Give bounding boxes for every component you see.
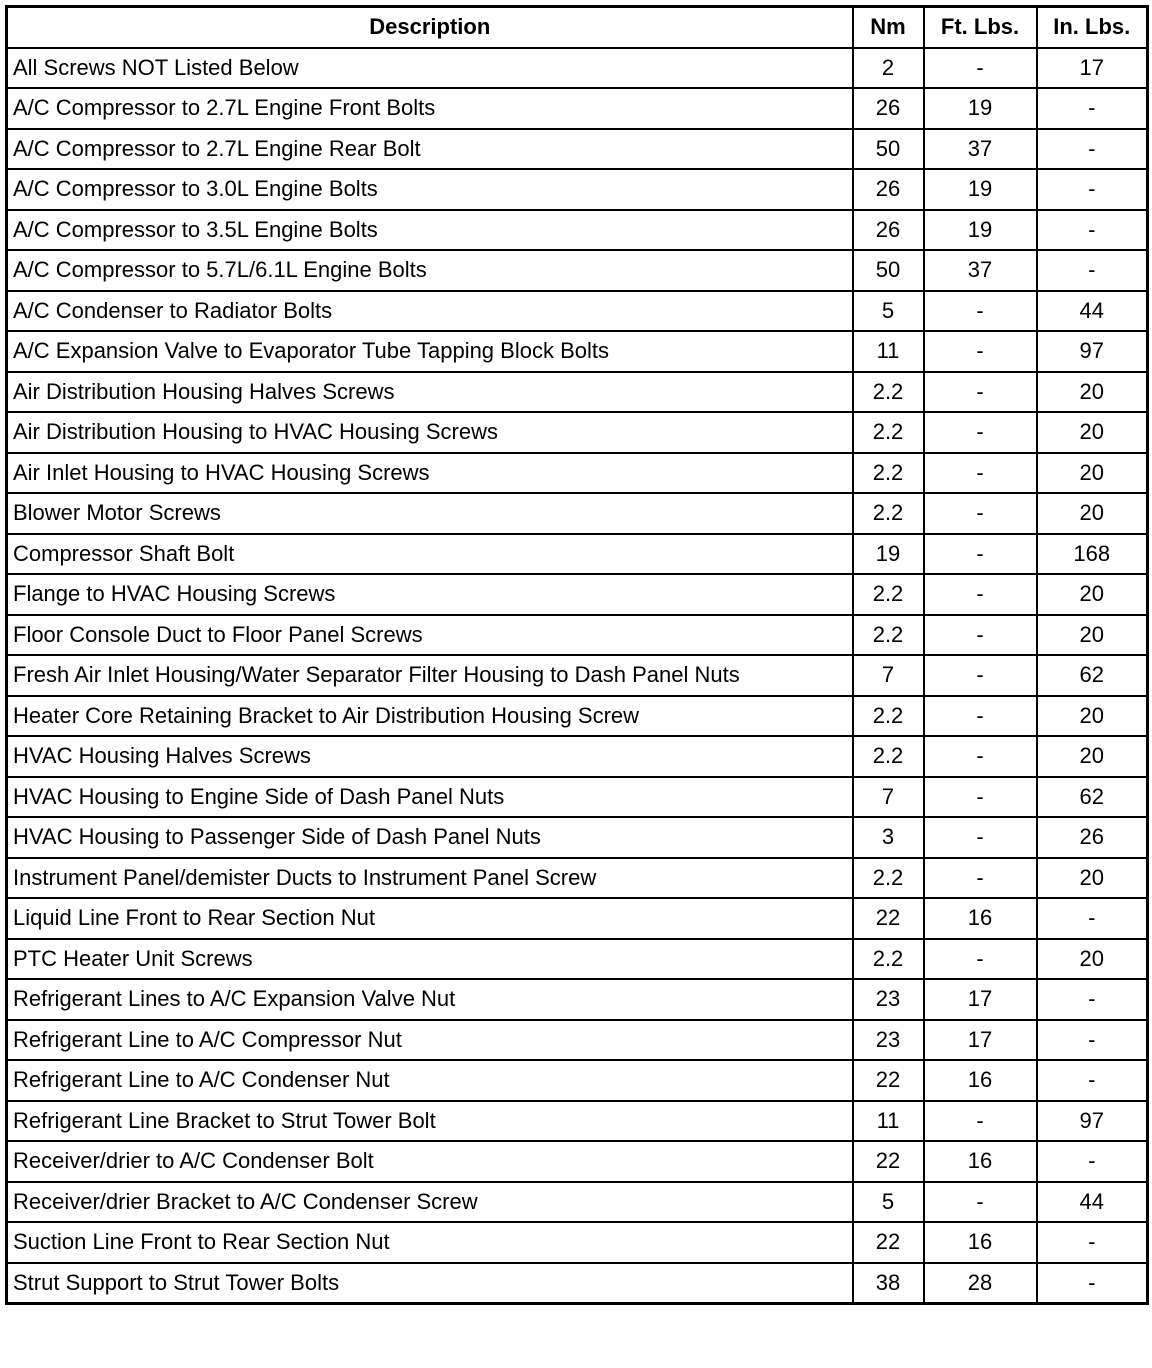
cell-ft-lbs: 19 (924, 210, 1037, 251)
cell-ft-lbs: - (924, 777, 1037, 818)
cell-in-lbs: - (1037, 1060, 1148, 1101)
table-header-row (7, 7, 1148, 48)
cell-ft-lbs: - (924, 615, 1037, 656)
cell-ft-lbs: - (924, 493, 1037, 534)
cell-nm: 7 (853, 777, 924, 818)
header-description: Description (7, 7, 853, 48)
cell-ft-lbs: - (924, 48, 1037, 89)
cell-in-lbs: 20 (1037, 696, 1148, 737)
cell-description: Refrigerant Line to A/C Condenser Nut (7, 1060, 853, 1101)
cell-nm: 22 (853, 1060, 924, 1101)
cell-in-lbs: 44 (1037, 1182, 1148, 1223)
table-row (7, 250, 1148, 291)
cell-ft-lbs: 16 (924, 1141, 1037, 1182)
table-row (7, 1222, 1148, 1263)
cell-in-lbs: - (1037, 1222, 1148, 1263)
cell-nm: 2.2 (853, 939, 924, 980)
cell-ft-lbs: 17 (924, 979, 1037, 1020)
table-row (7, 534, 1148, 575)
cell-description: A/C Compressor to 2.7L Engine Front Bolts (7, 88, 853, 129)
cell-description: Compressor Shaft Bolt (7, 534, 853, 575)
cell-ft-lbs: 37 (924, 129, 1037, 170)
cell-nm: 2.2 (853, 615, 924, 656)
cell-ft-lbs: - (924, 412, 1037, 453)
cell-description: Floor Console Duct to Floor Panel Screws (7, 615, 853, 656)
cell-description: Air Distribution Housing Halves Screws (7, 372, 853, 413)
cell-description: A/C Condenser to Radiator Bolts (7, 291, 853, 332)
cell-description: Liquid Line Front to Rear Section Nut (7, 898, 853, 939)
cell-description: Refrigerant Line Bracket to Strut Tower Bolt (7, 1101, 853, 1142)
header-in-lbs: In. Lbs. (1037, 7, 1148, 48)
cell-nm: 5 (853, 1182, 924, 1223)
cell-description: Flange to HVAC Housing Screws (7, 574, 853, 615)
table-row (7, 736, 1148, 777)
cell-in-lbs: 62 (1037, 655, 1148, 696)
cell-in-lbs: - (1037, 88, 1148, 129)
cell-description: HVAC Housing Halves Screws (7, 736, 853, 777)
cell-in-lbs: - (1037, 129, 1148, 170)
cell-in-lbs: 44 (1037, 291, 1148, 332)
cell-description: Instrument Panel/demister Ducts to Instrument Panel Screw (7, 858, 853, 899)
cell-in-lbs: 20 (1037, 412, 1148, 453)
cell-in-lbs: 97 (1037, 1101, 1148, 1142)
table-row (7, 1101, 1148, 1142)
table-row (7, 453, 1148, 494)
cell-nm: 2.2 (853, 574, 924, 615)
cell-description: A/C Expansion Valve to Evaporator Tube Tapping Block Bolts (7, 331, 853, 372)
cell-in-lbs: 20 (1037, 453, 1148, 494)
cell-nm: 22 (853, 1141, 924, 1182)
cell-in-lbs: 20 (1037, 574, 1148, 615)
cell-ft-lbs: 37 (924, 250, 1037, 291)
cell-in-lbs: - (1037, 250, 1148, 291)
cell-ft-lbs: 19 (924, 169, 1037, 210)
cell-ft-lbs: 16 (924, 1222, 1037, 1263)
cell-in-lbs: - (1037, 1020, 1148, 1061)
cell-nm: 38 (853, 1263, 924, 1304)
cell-ft-lbs: 16 (924, 898, 1037, 939)
cell-nm: 3 (853, 817, 924, 858)
cell-description: HVAC Housing to Passenger Side of Dash Panel Nuts (7, 817, 853, 858)
cell-nm: 2 (853, 48, 924, 89)
table-row (7, 817, 1148, 858)
cell-nm: 11 (853, 1101, 924, 1142)
table-row (7, 939, 1148, 980)
cell-description: Refrigerant Lines to A/C Expansion Valve Nut (7, 979, 853, 1020)
cell-nm: 5 (853, 291, 924, 332)
cell-description: Blower Motor Screws (7, 493, 853, 534)
table-row (7, 291, 1148, 332)
cell-nm: 2.2 (853, 412, 924, 453)
table-row (7, 574, 1148, 615)
cell-in-lbs: - (1037, 169, 1148, 210)
cell-in-lbs: 20 (1037, 493, 1148, 534)
cell-nm: 26 (853, 88, 924, 129)
cell-in-lbs: - (1037, 210, 1148, 251)
cell-nm: 2.2 (853, 736, 924, 777)
table-row (7, 210, 1148, 251)
cell-ft-lbs: 19 (924, 88, 1037, 129)
cell-ft-lbs: - (924, 858, 1037, 899)
cell-nm: 19 (853, 534, 924, 575)
cell-description: A/C Compressor to 3.5L Engine Bolts (7, 210, 853, 251)
cell-nm: 7 (853, 655, 924, 696)
cell-ft-lbs: - (924, 372, 1037, 413)
header-nm: Nm (853, 7, 924, 48)
cell-nm: 22 (853, 1222, 924, 1263)
cell-nm: 2.2 (853, 372, 924, 413)
table-row (7, 412, 1148, 453)
cell-ft-lbs: 16 (924, 1060, 1037, 1101)
torque-spec-table (5, 5, 1149, 1305)
table-row (7, 858, 1148, 899)
cell-in-lbs: 20 (1037, 615, 1148, 656)
table-row (7, 696, 1148, 737)
cell-nm: 23 (853, 979, 924, 1020)
table-body (7, 48, 1148, 1304)
cell-ft-lbs: - (924, 655, 1037, 696)
cell-in-lbs: - (1037, 1263, 1148, 1304)
cell-in-lbs: 168 (1037, 534, 1148, 575)
cell-ft-lbs: - (924, 736, 1037, 777)
table-row (7, 655, 1148, 696)
cell-ft-lbs: - (924, 1101, 1037, 1142)
cell-nm: 22 (853, 898, 924, 939)
cell-ft-lbs: 28 (924, 1263, 1037, 1304)
cell-ft-lbs: - (924, 574, 1037, 615)
table-row (7, 1182, 1148, 1223)
cell-ft-lbs: - (924, 534, 1037, 575)
cell-nm: 2.2 (853, 858, 924, 899)
header-ft-lbs: Ft. Lbs. (924, 7, 1037, 48)
table-row (7, 129, 1148, 170)
cell-in-lbs: 97 (1037, 331, 1148, 372)
table-row (7, 615, 1148, 656)
cell-in-lbs: - (1037, 1141, 1148, 1182)
cell-nm: 11 (853, 331, 924, 372)
cell-in-lbs: - (1037, 898, 1148, 939)
cell-description: All Screws NOT Listed Below (7, 48, 853, 89)
cell-in-lbs: - (1037, 979, 1148, 1020)
table-row (7, 1141, 1148, 1182)
cell-in-lbs: 20 (1037, 858, 1148, 899)
cell-in-lbs: 62 (1037, 777, 1148, 818)
cell-ft-lbs: - (924, 331, 1037, 372)
cell-ft-lbs: - (924, 1182, 1037, 1223)
cell-description: Strut Support to Strut Tower Bolts (7, 1263, 853, 1304)
cell-nm: 26 (853, 210, 924, 251)
cell-in-lbs: 20 (1037, 372, 1148, 413)
cell-description: A/C Compressor to 2.7L Engine Rear Bolt (7, 129, 853, 170)
table-row (7, 493, 1148, 534)
table-row (7, 1263, 1148, 1304)
cell-ft-lbs: - (924, 817, 1037, 858)
cell-description: Heater Core Retaining Bracket to Air Distribution Housing Screw (7, 696, 853, 737)
cell-nm: 2.2 (853, 453, 924, 494)
cell-description: A/C Compressor to 5.7L/6.1L Engine Bolts (7, 250, 853, 291)
table-row (7, 169, 1148, 210)
cell-nm: 2.2 (853, 696, 924, 737)
cell-ft-lbs: - (924, 939, 1037, 980)
cell-description: Air Distribution Housing to HVAC Housing Screws (7, 412, 853, 453)
cell-description: Fresh Air Inlet Housing/Water Separator Filter Housing to Dash Panel Nuts (7, 655, 853, 696)
cell-in-lbs: 17 (1037, 48, 1148, 89)
cell-description: Refrigerant Line to A/C Compressor Nut (7, 1020, 853, 1061)
cell-in-lbs: 20 (1037, 736, 1148, 777)
cell-description: HVAC Housing to Engine Side of Dash Panel Nuts (7, 777, 853, 818)
cell-ft-lbs: 17 (924, 1020, 1037, 1061)
table-row (7, 777, 1148, 818)
table-row (7, 979, 1148, 1020)
table-row (7, 1060, 1148, 1101)
table-row (7, 1020, 1148, 1061)
cell-ft-lbs: - (924, 696, 1037, 737)
cell-ft-lbs: - (924, 453, 1037, 494)
cell-in-lbs: 20 (1037, 939, 1148, 980)
cell-nm: 26 (853, 169, 924, 210)
table-row (7, 88, 1148, 129)
cell-nm: 23 (853, 1020, 924, 1061)
table-row (7, 331, 1148, 372)
cell-description: PTC Heater Unit Screws (7, 939, 853, 980)
cell-description: A/C Compressor to 3.0L Engine Bolts (7, 169, 853, 210)
cell-ft-lbs: - (924, 291, 1037, 332)
cell-nm: 2.2 (853, 493, 924, 534)
cell-description: Suction Line Front to Rear Section Nut (7, 1222, 853, 1263)
cell-nm: 50 (853, 250, 924, 291)
cell-in-lbs: 26 (1037, 817, 1148, 858)
table-row (7, 898, 1148, 939)
table-row (7, 372, 1148, 413)
cell-description: Receiver/drier Bracket to A/C Condenser Screw (7, 1182, 853, 1223)
table-row (7, 48, 1148, 89)
cell-description: Receiver/drier to A/C Condenser Bolt (7, 1141, 853, 1182)
cell-description: Air Inlet Housing to HVAC Housing Screws (7, 453, 853, 494)
cell-nm: 50 (853, 129, 924, 170)
